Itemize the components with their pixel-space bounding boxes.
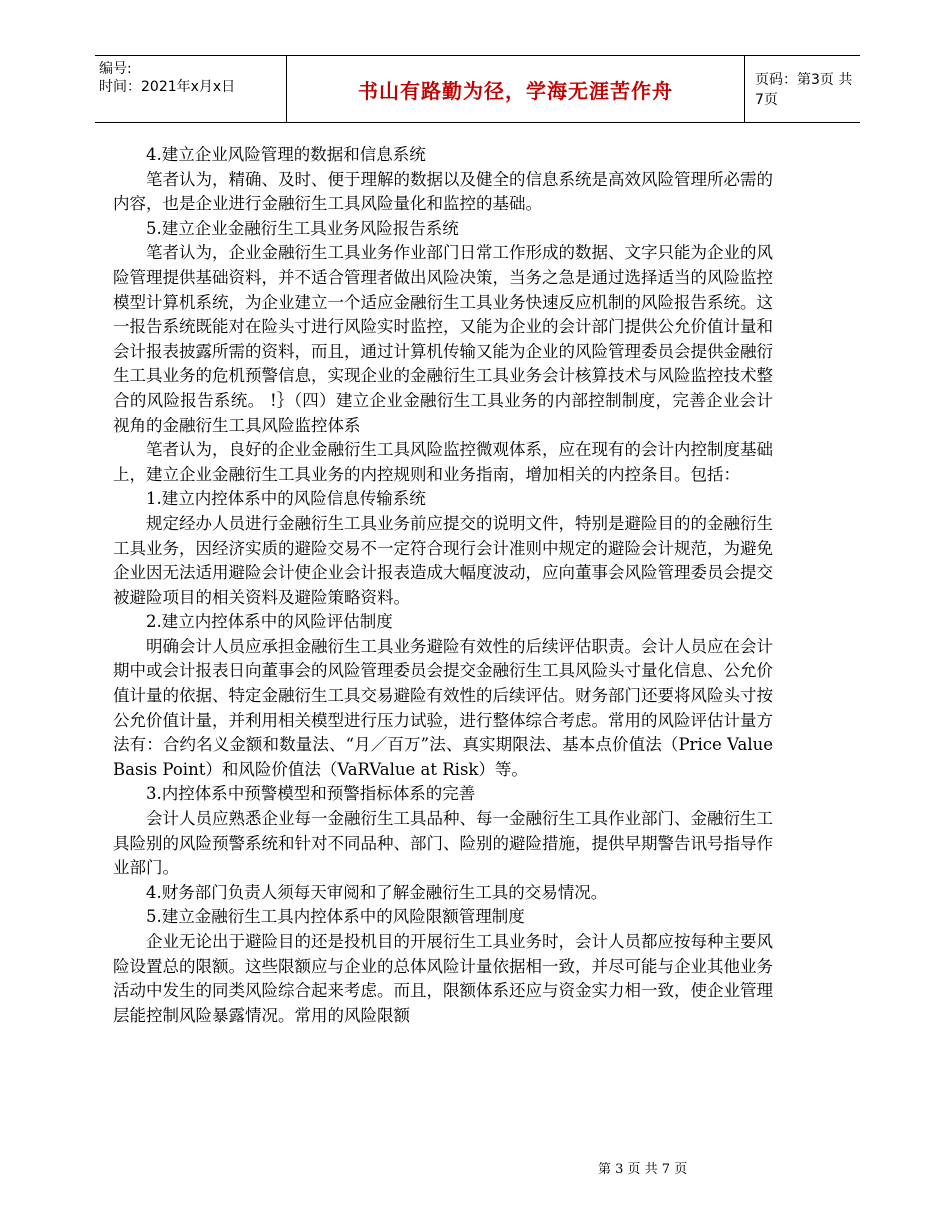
document-date: 时间：2021年x月x日: [99, 79, 236, 95]
body-paragraph: 笔者认为，精确、及时、便于理解的数据以及健全的信息系统是高效风险管理所必需的内容，也是企业进行金融衍生工具风险量化和监控的基础。: [113, 169, 773, 214]
header-meta: [95, 56, 287, 122]
header-page-info: 页码：第3页 共7页: [755, 72, 853, 108]
body-paragraph: 笔者认为，企业金融衍生工具业务作业部门日常工作形成的数据、文字只能为企业的风险管理提供基础资料，并不适合管理者做出风险决策，当务之急是通过选择适当的风险监控模型计算机系统，为企业建立一个适应金融衍生工具业务快速反应机制的风险报告系统。这一报告系统既能对在险头寸进行风险实时监控，又能为企业的会计部门提供公允价值计量和会计报表披露所需的资料，而且，通过计算机传输又能为企业的风险管理委员会提供金融衍生工具业务的危机预警信息，实现企业的金融衍生工具业务会计核算技术与风险监控技术整合的风险报告系统。 !｝（四）建立企业金融衍生工具业务的内部控制制度，完善企业会计视角的金融衍生工具风险监控体系: [113, 243, 773, 435]
section-heading: 5.建立金融衍生工具内控体系中的风险限额管理制度: [146, 907, 525, 927]
section-heading: 4.财务部门负责人须每天审阅和了解金融衍生工具的交易情况。: [146, 882, 608, 902]
page-footer: 第 3 页 共 7 页: [598, 1162, 688, 1177]
section-heading: 1.建立内控体系中的风险信息传输系统: [146, 489, 426, 509]
section-heading: 5.建立企业金融衍生工具业务风险报告系统: [146, 218, 459, 238]
header-page-info-cell: [745, 56, 860, 122]
document-number-label: 编号:: [99, 61, 132, 77]
body-paragraph: 企业无论出于避险目的还是投机目的开展衍生工具业务时，会计人员都应按每种主要风险设置总的限额。这些限额应与企业的总体风险计量依据相一致，并尽可能与企业其他业务活动中发生的同类风险综合起来考虑。而且，限额体系还应与资金实力相一致，使企业管理层能控制风险暴露情况。常用的风险限额: [113, 932, 773, 1025]
body-paragraph: 明确会计人员应承担金融衍生工具业务避险有效性的后续评估职责。会计人员应在会计期中或会计报表日向董事会的风险管理委员会提交金融衍生工具风险头寸量化信息、公允价值计量的依据、特定金融衍生工具交易避险有效性的后续评估。财务部门还要将风险头寸按公允价值计量，并利用相关模型进行压力试验，进行整体综合考虑。常用的风险评估计量方法有：合约名义金额和数量法、“月／百万”法、真实期限法、基本点价值法（Price Value Basis Point）和风险价值法（VaRValue at Risk）等。: [113, 636, 773, 779]
body-paragraph: 规定经办人员进行金融衍生工具业务前应提交的说明文件，特别是避险目的的金融衍生工具业务，因经济实质的避险交易不一定符合现行会计准则中规定的避险会计规范，为避免企业因无法适用避险会计使企业会计报表造成大幅度波动，应向董事会风险管理委员会提交被避险项目的相关资料及避险策略资料。: [113, 513, 773, 607]
header-motto: 书山有路勤为径，学海无涯苦作舟: [358, 78, 673, 103]
section-heading: 4.建立企业风险管理的数据和信息系统: [146, 145, 426, 164]
section-heading: 2.建立内控体系中的风险评估制度: [146, 612, 393, 632]
section-heading: 3.内控体系中预警模型和预警指标体系的完善: [146, 784, 476, 804]
body-paragraph: 笔者认为，良好的企业金融衍生工具风险监控微观体系，应在现有的会计内控制度基础上，建立企业金融衍生工具业务的内控规则和业务指南，增加相关的内控条目。包括：: [113, 440, 773, 484]
header-motto-cell: [287, 56, 745, 122]
document-body: [113, 143, 773, 1028]
page-header: [95, 55, 860, 123]
body-paragraph: 会计人员应熟悉企业每一金融衍生工具品种、每一金融衍生工具作业部门、金融衍生工具险别的风险预警系统和针对不同品种、部门、险别的避险措施，提供早期警告讯号指导作业部门。: [113, 809, 773, 878]
